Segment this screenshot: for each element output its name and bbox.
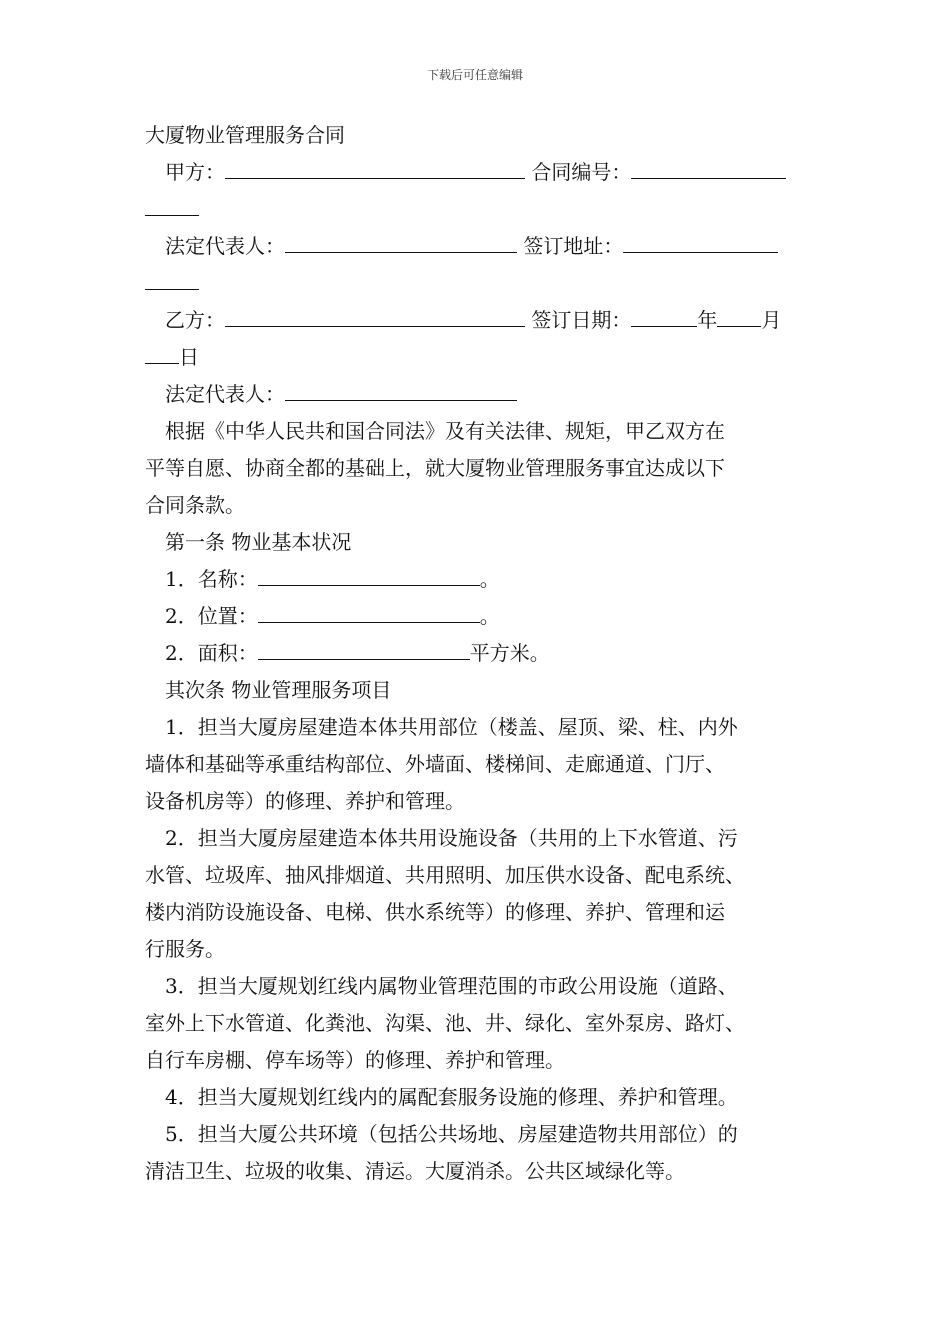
paragraph-line: 1．担当大厦房屋建造本体共用部位（楼盖、屋顶、梁、柱、内外 [165,715,738,739]
paragraph-line: 5．担当大厦公共环境（包括公共场地、房屋建造物共用部位）的 [165,1122,738,1146]
article1-item-location [145,598,825,635]
item-label: 1．名称： [165,567,258,591]
article2-item-5 [145,1116,825,1190]
year-label: 年 [697,308,718,332]
item-suffix: 平方米。 [469,641,550,665]
sign-place-blank-continued [145,265,825,302]
party-a-line [145,154,825,191]
location-blank[interactable] [258,598,480,623]
contract-no-blank[interactable] [631,154,786,179]
paragraph-line: 自行车房棚、停车场等）的修理、养护和管理。 [145,1048,565,1072]
article1-heading: 第一条 物业基本状况 [165,530,352,554]
name-blank[interactable] [258,561,480,586]
month-label: 月 [761,308,782,332]
article1-item-name [145,561,825,598]
article2-heading: 其次条 物业管理服务项目 [165,678,392,702]
article2-item-4 [145,1079,825,1116]
intro-line: 合同条款。 [145,493,245,517]
paragraph-line: 清洁卫生、垃圾的收集、清运。大厦消杀。公共区域绿化等。 [145,1159,685,1183]
paragraph-line: 室外上下水管道、化粪池、沟渠、池、井、绿化、室外泵房、路灯、 [145,1011,745,1035]
contract-body [145,117,825,1190]
legal-rep-b-blank[interactable] [285,376,517,401]
party-a-label: 甲方： [165,160,225,184]
paragraph-line: 4．担当大厦规划红线内的属配套服务设施的修理、养护和管理。 [165,1085,738,1109]
article2-item-1 [145,709,825,820]
paragraph-line: 楼内消防设施设备、电梯、供水系统等）的修理、养护、管理和运 [145,900,725,924]
sign-place-blank-wrap[interactable] [145,265,199,290]
contract-no-blank-wrap[interactable] [145,191,199,216]
item-label: 2．面积： [165,641,258,665]
legal-rep-b-line [145,376,825,413]
sign-date-label: 签订日期： [531,308,632,332]
paragraph-line: 行服务。 [145,937,225,961]
party-b-line [145,302,825,339]
paragraph-line: 2．担当大厦房屋建造本体共用设施设备（共用的上下水管道、污 [165,826,738,850]
document-title: 大厦物业管理服务合同 [145,123,345,147]
legal-rep-line [145,228,825,265]
sign-place-label: 签订地址： [523,234,624,258]
area-blank[interactable] [258,635,470,660]
paragraph-line: 墙体和基础等承重结构部位、外墙面、楼梯间、走廊通道、门厅、 [145,752,725,776]
intro-line: 根据《中华人民共和国合同法》及有关法律、规矩，甲乙双方在 [165,419,725,443]
legal-rep-blank[interactable] [285,228,517,253]
day-label: 日 [179,345,199,369]
party-b-label: 乙方： [165,308,225,332]
year-blank[interactable] [631,302,697,327]
article2-item-3 [145,968,825,1079]
month-blank[interactable] [717,302,761,327]
article1-item-area [145,635,825,672]
item-suffix: 。 [479,567,500,591]
party-b-blank[interactable] [225,302,525,327]
paragraph-line: 水管、垃圾库、抽风排烟道、共用照明、加压供水设备、配电系统、 [145,863,745,887]
intro-line: 平等自愿、协商全都的基础上，就大厦物业管理服务事宜达成以下 [145,456,725,480]
day-blank[interactable] [145,339,179,364]
item-suffix: 。 [479,604,500,628]
contract-no-blank-continued [145,191,825,228]
legal-rep-label: 法定代表人： [165,234,285,258]
paragraph-line: 设备机房等）的修理、养护和管理。 [145,789,465,813]
header-note: 下载后可任意编辑 [426,68,523,82]
legal-rep-b-label: 法定代表人： [165,382,285,406]
party-a-blank[interactable] [225,154,525,179]
article2-item-2 [145,820,825,968]
sign-place-blank[interactable] [623,228,778,253]
paragraph-line: 3．担当大厦规划红线内属物业管理范围的市政公用设施（道路、 [165,974,738,998]
day-line [145,339,825,376]
item-label: 2．位置： [165,604,258,628]
contract-no-label: 合同编号： [531,160,632,184]
